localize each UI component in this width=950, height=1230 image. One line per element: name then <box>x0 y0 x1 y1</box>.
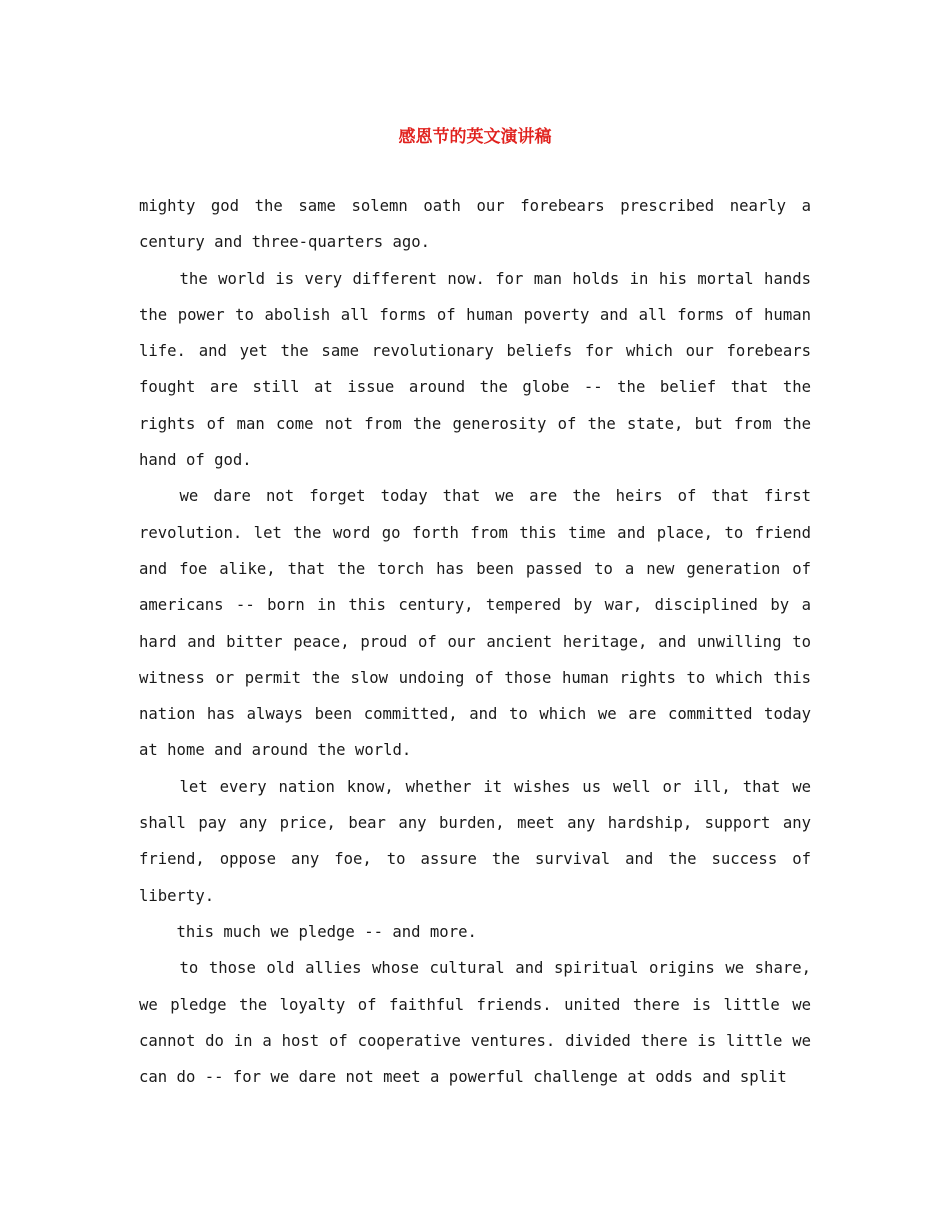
paragraph: let every nation know, whether it wishes us well or ill, that we shall pay any price, bear any burden, meet any hardship, support any friend, oppose any foe, to assure the survival and the success of liberty. <box>139 777 811 905</box>
paragraph: the world is very different now. for man holds in his mortal hands the power to abolish all forms of human poverty and all forms of human life. and yet the same revolutionary beliefs for which our forebears fought are still at issue around the globe -- the belief that the rights of man come not from the generosity of the state, but from the hand of god. <box>139 269 811 470</box>
paragraph: mighty god the same solemn oath our forebears prescribed nearly a century and three-quarters ago. <box>139 197 811 252</box>
paragraph: this much we pledge -- and more. <box>176 922 477 941</box>
document-body <box>139 188 811 1095</box>
paragraph: we dare not forget today that we are the heirs of that first revolution. let the word go forth from this time and place, to friend and foe alike, that the torch has been passed to a new generation of americans -- born in this century, tempered by war, disciplined by a hard and bitter peace, proud of our ancient heritage, and unwilling to witness or permit the slow undoing of those human rights to which this nation has always been committed, and to which we are committed today at home and around the world. <box>139 487 811 760</box>
document-title: 感恩节的英文演讲稿 <box>398 127 552 147</box>
paragraph: to those old allies whose cultural and spiritual origins we share, we pledge the loyalty of faithful friends. united there is little we cannot do in a host of cooperative ventures. divided there is little we can do -- for we dare not meet a powerful challenge at odds and split <box>139 959 811 1087</box>
